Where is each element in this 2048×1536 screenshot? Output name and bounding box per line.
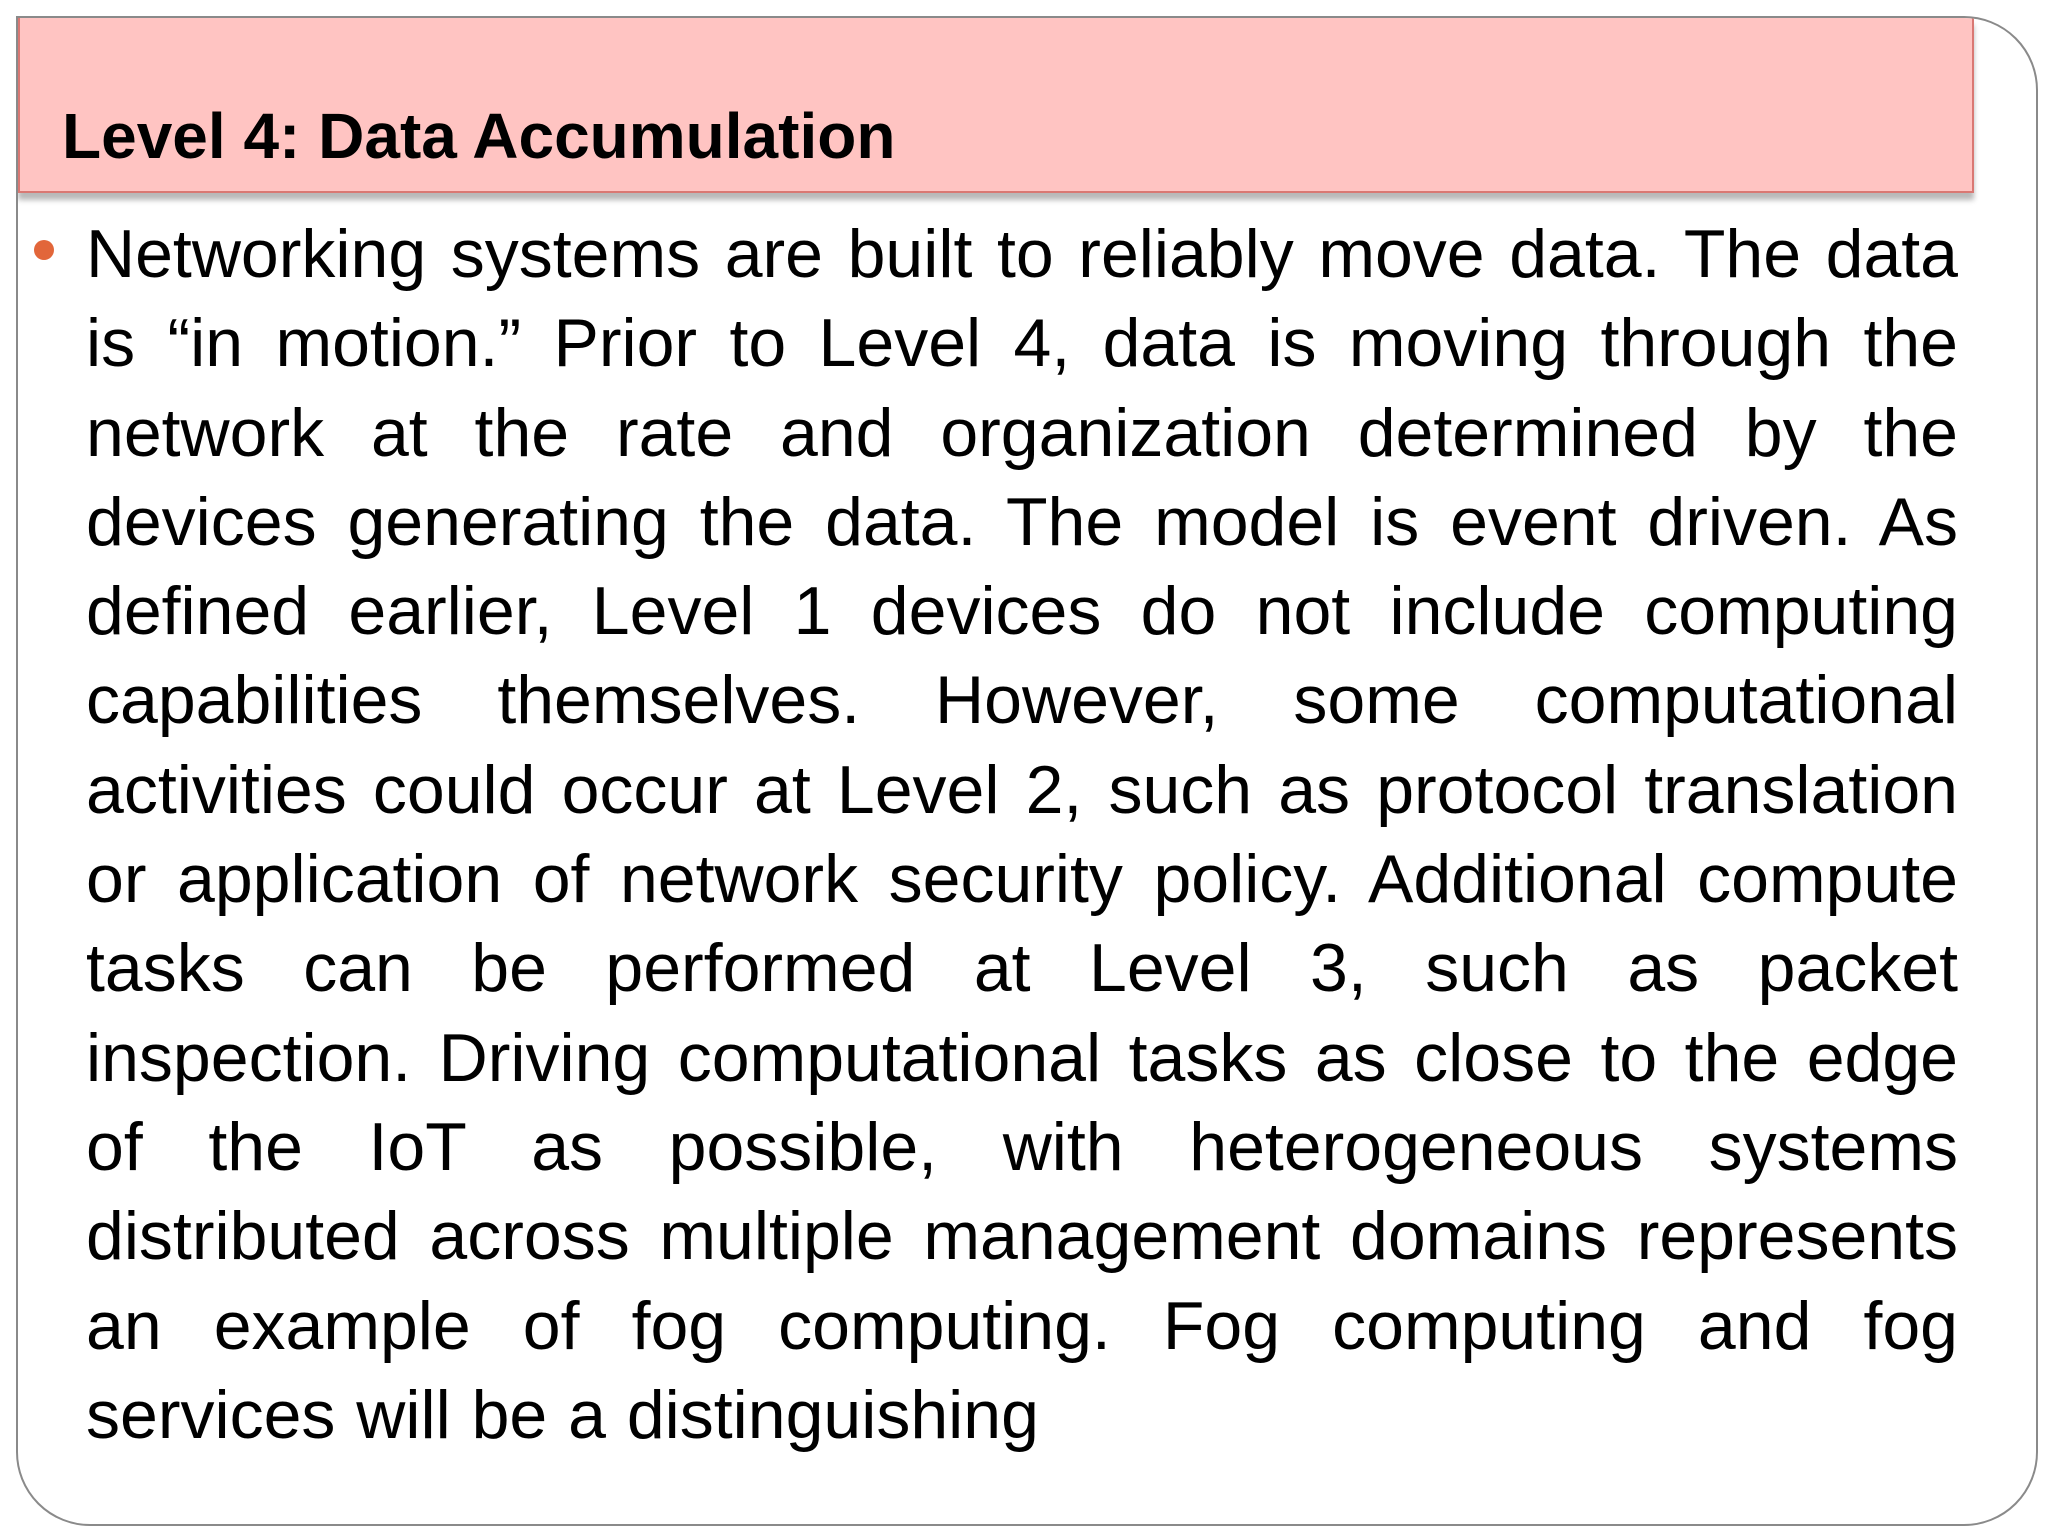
slide-title: Level 4: Data Accumulation: [62, 100, 896, 172]
bullet-text: Networking systems are built to reliably move data. The data is “in motion.” Prior to Level 4, data is moving through the network at the rate and organization determined by the devices generating the data. The model is event driven. As defined earlier, Level 1 devices do not include computing capabilities themselves. However, some computational activities could occur at Level 2, such as protocol translation or application of network security policy. Additional compute tasks can be performed at Level 3, such as packet inspection. Driving computational tasks as close to the edge of the IoT as possible, with heterogeneous systems distributed across multiple management domains represents an example of fog computing. Fog computing and fog services will be a distinguishing: [86, 216, 1958, 1453]
bullet-dot-icon: [34, 240, 54, 260]
slide-content: [18, 210, 2038, 1526]
slide-frame: [16, 16, 2038, 1526]
title-bar: [18, 18, 1974, 193]
